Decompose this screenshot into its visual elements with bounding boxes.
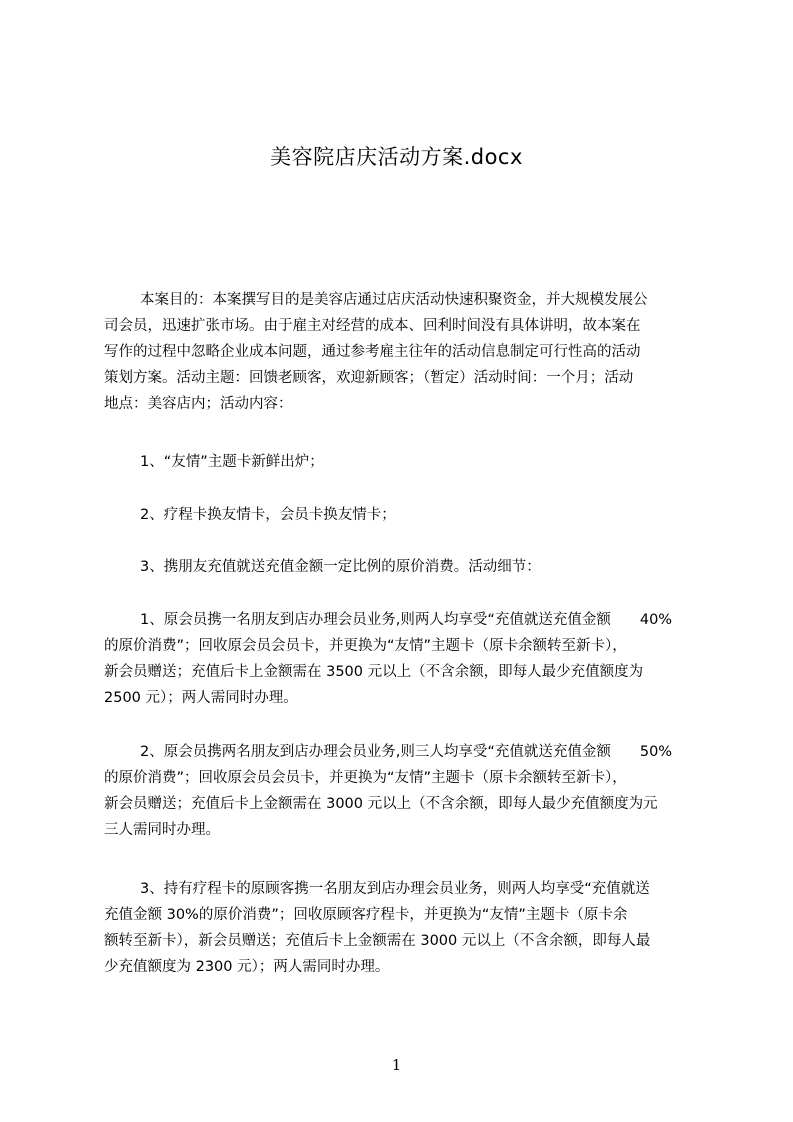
list-item — [104, 554, 702, 580]
paragraph-line: 1、原会员携一名朋友到店办理会员业务,则两人均享受“充值就送充值金额 40% — [140, 612, 673, 628]
paragraph-line: 新会员赠送；充值后卡上金额需在 3500 元以上（不含余额，即每人最少充值额度为 — [104, 664, 644, 680]
paragraph-line: 司会员，迅速扩张市场。由于雇主对经营的成本、回利时间没有具体讲明，故本案在 — [104, 318, 641, 334]
paragraph-line: 的原价消费”；回收原会员会员卡，并更换为“友情”主题卡（原卡余额转至新卡）， — [104, 770, 627, 786]
paragraph-line: 2、疗程卡换友情卡，会员卡换友情卡； — [140, 507, 396, 523]
paragraph-line: 写作的过程中忽略企业成本问题，通过参考雇主往年的活动信息制定可行性高的活动 — [104, 344, 641, 360]
paragraph-line: 2500 元）；两人需同时办理。 — [104, 690, 298, 706]
list-item — [104, 449, 702, 475]
document-title: 美容院店庆活动方案.docx — [270, 145, 523, 169]
paragraph-detail-2 — [104, 739, 702, 843]
paragraph-detail-1 — [104, 607, 702, 711]
paragraph-line: 地点：美容店内；活动内容： — [104, 396, 293, 412]
paragraph-line: 3、携朋友充值就送充值金额一定比例的原价消费。活动细节： — [140, 559, 541, 575]
paragraph-line: 少充值额度为 2300 元）；两人需同时办理。 — [104, 959, 390, 975]
paragraph-line: 1、“友情”主题卡新鲜出炉； — [140, 454, 324, 470]
paragraph-line: 三人需同时办理。 — [104, 822, 220, 838]
paragraph-line: 充值金额 30%的原价消费”；回收原顾客疗程卡，并更换为“友情”主题卡（原卡余 — [104, 907, 628, 923]
paragraph-line: 本案目的：本案撰写目的是美容店通过店庆活动快速积聚资金，并大规模发展公 — [140, 292, 648, 308]
list-item — [104, 502, 702, 528]
paragraph-line: 策划方案。活动主题：回馈老顾客，欢迎新顾客；（暂定）活动时间：一个月；活动 — [104, 370, 634, 386]
paragraph-line: 的原价消费”；回收原会员会员卡，并更换为“友情”主题卡（原卡余额转至新卡）， — [104, 638, 627, 654]
paragraph-line: 2、原会员携两名朋友到店办理会员业务,则三人均享受“充值就送充值金额 50% — [140, 744, 673, 760]
paragraph-detail-3 — [104, 876, 702, 980]
paragraph-line: 新会员赠送；充值后卡上金额需在 3000 元以上（不含余额，即每人最少充值额度为元 — [104, 796, 658, 812]
paragraph-line: 额转至新卡），新会员赠送；充值后卡上金额需在 3000 元以上（不含余额，即每人最 — [104, 933, 651, 949]
page-number: 1 — [391, 1056, 402, 1074]
paragraph-purpose — [104, 287, 702, 417]
paragraph-line: 3、持有疗程卡的原顾客携一名朋友到店办理会员业务，则两人均享受“充值就送 — [140, 881, 650, 897]
